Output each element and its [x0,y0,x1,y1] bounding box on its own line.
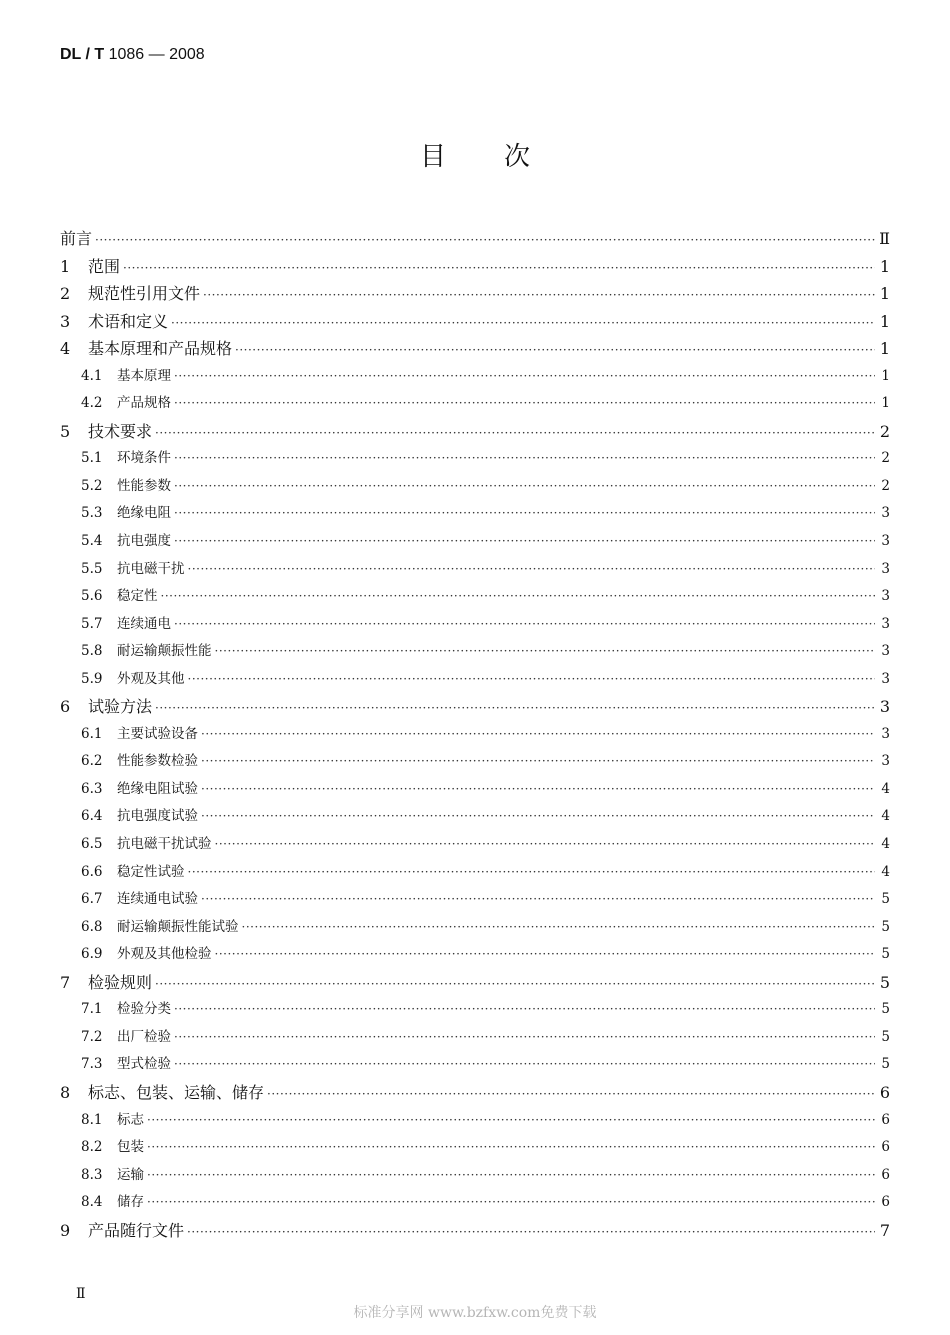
toc-entry-number: 7.3 [81,1056,103,1073]
toc-entry-page: Ⅱ [879,229,890,248]
toc-entry-page: 5 [881,918,890,935]
toc-entry[interactable] [60,1217,890,1245]
toc-entry-label: 基本原理 [117,367,171,384]
toc-entry[interactable] [60,886,890,914]
toc-leader-dots [201,776,875,804]
toc-entry-label: 稳定性试验 [117,863,185,880]
toc-leader-dots [267,1081,875,1109]
toc-entry-page: 3 [881,615,890,632]
toc-entry-number: 6.1 [81,725,103,742]
toc-entry-page: 4 [881,836,890,853]
toc-leader-dots [174,500,875,528]
toc-entry[interactable] [60,611,890,639]
toc-entry-number: 5.3 [81,505,103,522]
toc-entry-number: 6.8 [81,918,103,935]
toc-entry[interactable] [60,831,890,859]
toc-entry-label: 产品规格 [117,395,171,412]
toc-entry-number: 6.4 [81,808,103,825]
toc-leader-dots [95,227,875,255]
toc-entry-label: 术语和定义 [88,311,169,331]
toc-entry-label: 抗电磁干扰试验 [117,836,212,853]
toc-leader-dots [155,971,875,999]
toc-entry-number: 4.1 [81,367,103,384]
toc-entry-number: 5.9 [81,670,103,687]
toc-leader-dots [188,556,876,584]
toc-entry-number: 4 [60,339,71,359]
toc-entry[interactable] [60,721,890,749]
toc-entry-label: 性能参数 [117,477,171,494]
toc-entry-number: 5 [60,421,71,441]
toc-leader-dots [201,803,875,831]
toc-leader-dots [174,445,875,473]
toc-entry-page: 3 [881,643,890,660]
toc-leader-dots [174,528,875,556]
toc-entry-page: 7 [879,1220,890,1240]
toc-leader-dots [188,859,876,887]
toc-entry-label: 绝缘电阻 [117,505,171,522]
toc-entry-number: 5.2 [81,477,103,494]
toc-entry-page: 4 [881,780,890,797]
toc-entry[interactable] [60,693,890,721]
standard-number: 1086 — 2008 [108,46,205,63]
toc-entry-label: 主要试验设备 [117,725,198,742]
toc-entry[interactable] [60,914,890,942]
toc-entry-page: 3 [881,670,890,687]
toc-entry[interactable] [60,996,890,1024]
toc-entry-number: 4.2 [81,395,103,412]
toc-entry[interactable] [60,445,890,473]
toc-entry-label: 稳定性 [117,588,158,605]
toc-leader-dots [161,583,876,611]
toc-entry-label: 绝缘电阻试验 [117,780,198,797]
toc-entry-number: 6.3 [81,780,103,797]
toc-leader-dots [235,337,875,365]
toc-leader-dots [215,638,876,666]
toc-entry-page: 6 [881,1194,890,1211]
toc-entry-page: 3 [881,533,890,550]
toc-leader-dots [201,886,875,914]
toc-entry-label: 抗电强度 [117,533,171,550]
toc-leader-dots [215,941,876,969]
toc-entry-number: 5.5 [81,560,103,577]
toc-entry-page: 3 [881,505,890,522]
toc-entry[interactable] [60,253,890,281]
toc-entry-page: 5 [879,972,890,992]
toc-entry-number: 7.2 [81,1028,103,1045]
toc-entry-number: 6.9 [81,946,103,963]
toc-entry-number: 5.7 [81,615,103,632]
toc-entry-label: 标志、包装、运输、储存 [88,1082,265,1102]
toc-entry[interactable] [60,1079,890,1107]
toc-entry-number: 7.1 [81,1001,103,1018]
toc-leader-dots [147,1134,875,1162]
toc-entry[interactable] [60,1189,890,1217]
toc-entry-number: 7 [60,972,71,992]
toc-entry-page: 4 [881,863,890,880]
toc-leader-dots [203,282,875,310]
toc-entry-page: 6 [879,1082,890,1102]
toc-entry-number: 6.6 [81,863,103,880]
toc-entry[interactable] [60,776,890,804]
toc-leader-dots [201,748,875,776]
toc-entry-page: 3 [881,560,890,577]
toc-entry[interactable] [60,803,890,831]
toc-leader-dots [147,1162,875,1190]
standard-code: DL / T [60,46,105,63]
toc-leader-dots [174,611,875,639]
toc-leader-dots [188,666,876,694]
toc-entry-number: 9 [60,1220,71,1240]
toc-entry-page: 1 [881,395,890,412]
toc-leader-dots [174,1024,875,1052]
toc-entry[interactable] [60,638,890,666]
page-title: 目次 [419,142,588,172]
toc-entry[interactable] [60,748,890,776]
toc-entry-label: 包装 [117,1139,144,1156]
toc-entry[interactable] [60,500,890,528]
toc-entry-number: 8.4 [81,1194,103,1211]
toc-leader-dots [155,695,875,723]
toc-entry-label: 技术要求 [88,421,153,441]
toc-leader-dots [147,1107,875,1135]
toc-entry[interactable] [60,225,890,253]
toc-entry-page: 5 [881,946,890,963]
toc-entry[interactable] [60,473,890,501]
toc-entry-number: 8.3 [81,1166,103,1183]
toc-entry-label: 标志 [117,1111,144,1128]
toc-leader-dots [187,1219,875,1247]
toc-entry-page: 6 [881,1139,890,1156]
toc-entry-label: 检验分类 [117,1001,171,1018]
toc-entry-label: 环境条件 [117,450,171,467]
toc-entry-label: 出厂检验 [117,1028,171,1045]
toc-entry-number: 5.1 [81,450,103,467]
toc-entry-page: 1 [879,256,890,276]
toc-entry[interactable] [60,1134,890,1162]
toc-entry-page: 5 [881,1001,890,1018]
toc-entry-number: 6.2 [81,753,103,770]
toc-entry-page: 3 [881,753,890,770]
toc-entry-number: 5.4 [81,533,103,550]
toc-entry-page: 1 [881,367,890,384]
toc-entry-label: 试验方法 [88,697,153,717]
toc-entry-label: 连续通电 [117,615,171,632]
toc-entry-number: 8.1 [81,1111,103,1128]
toc-leader-dots [174,363,875,391]
toc-entry-page: 5 [881,1028,890,1045]
toc-entry-label: 运输 [117,1166,144,1183]
toc-leader-dots [174,996,875,1024]
toc-entry[interactable] [60,1024,890,1052]
toc-leader-dots [174,473,875,501]
toc-entry-page: 1 [879,339,890,359]
toc-entry-label: 外观及其他检验 [117,946,212,963]
toc-entry-page: 5 [881,891,890,908]
toc-entry-page: 6 [881,1166,890,1183]
toc-entry-page: 2 [879,421,890,441]
toc-entry[interactable] [60,583,890,611]
toc-leader-dots [155,420,875,448]
toc-entry-label: 范围 [88,256,121,276]
toc-entry-page: 3 [879,697,890,717]
toc-entry[interactable] [60,528,890,556]
toc-entry-label: 规范性引用文件 [88,284,201,304]
toc-entry[interactable] [60,418,890,446]
toc-leader-dots [174,1051,875,1079]
toc-entry-number: 1 [60,256,71,276]
toc-entry-label: 耐运输颠振性能试验 [117,918,239,935]
table-of-contents [60,225,890,1244]
toc-leader-dots [242,914,876,942]
toc-leader-dots [171,310,875,338]
toc-entry-number: 8.2 [81,1139,103,1156]
toc-entry[interactable] [60,1107,890,1135]
toc-entry-number: 2 [60,284,71,304]
toc-entry-number: 6 [60,697,71,717]
toc-entry-label: 性能参数检验 [117,753,198,770]
toc-entry[interactable] [60,969,890,997]
toc-entry-page: 2 [881,450,890,467]
toc-entry-number: 3 [60,311,71,331]
document-header [60,46,205,64]
toc-entry-label: 连续通电试验 [117,891,198,908]
toc-entry-page: 1 [879,311,890,331]
toc-entry-page: 4 [881,808,890,825]
toc-entry-page: 1 [879,284,890,304]
toc-entry[interactable] [60,859,890,887]
toc-entry[interactable] [60,308,890,336]
toc-entry[interactable] [60,280,890,308]
toc-entry-page: 5 [881,1056,890,1073]
toc-entry-label: 检验规则 [88,972,153,992]
toc-leader-dots [201,721,875,749]
toc-entry-label: 外观及其他 [117,670,185,687]
toc-entry-label: 抗电磁干扰 [117,560,185,577]
toc-entry-label: 前言 [60,229,93,248]
toc-entry[interactable] [60,666,890,694]
toc-entry-number: 5.8 [81,643,103,660]
toc-entry-page: 6 [881,1111,890,1128]
toc-entry-label: 型式检验 [117,1056,171,1073]
toc-entry[interactable] [60,941,890,969]
toc-entry-number: 6.7 [81,891,103,908]
toc-entry-page: 2 [881,477,890,494]
toc-leader-dots [174,390,875,418]
toc-entry-number: 5.6 [81,588,103,605]
toc-entry-page: 3 [881,725,890,742]
toc-leader-dots [123,255,875,283]
toc-entry[interactable] [60,363,890,391]
toc-entry-label: 耐运输颠振性能 [117,643,212,660]
toc-leader-dots [215,831,876,859]
toc-entry-page: 3 [881,588,890,605]
footer-page-number: Ⅱ [76,1286,86,1302]
toc-entry-number: 8 [60,1082,71,1102]
toc-entry[interactable] [60,556,890,584]
toc-entry[interactable] [60,1162,890,1190]
toc-entry-label: 储存 [117,1194,144,1211]
toc-entry[interactable] [60,1051,890,1079]
toc-entry-label: 产品随行文件 [88,1220,185,1240]
toc-entry[interactable] [60,335,890,363]
toc-entry-label: 基本原理和产品规格 [88,339,233,359]
toc-entry[interactable] [60,390,890,418]
watermark: 标准分享网 www.bzfxw.com免费下载 [353,1305,597,1321]
toc-entry-number: 6.5 [81,836,103,853]
toc-entry-label: 抗电强度试验 [117,808,198,825]
toc-leader-dots [147,1189,875,1217]
